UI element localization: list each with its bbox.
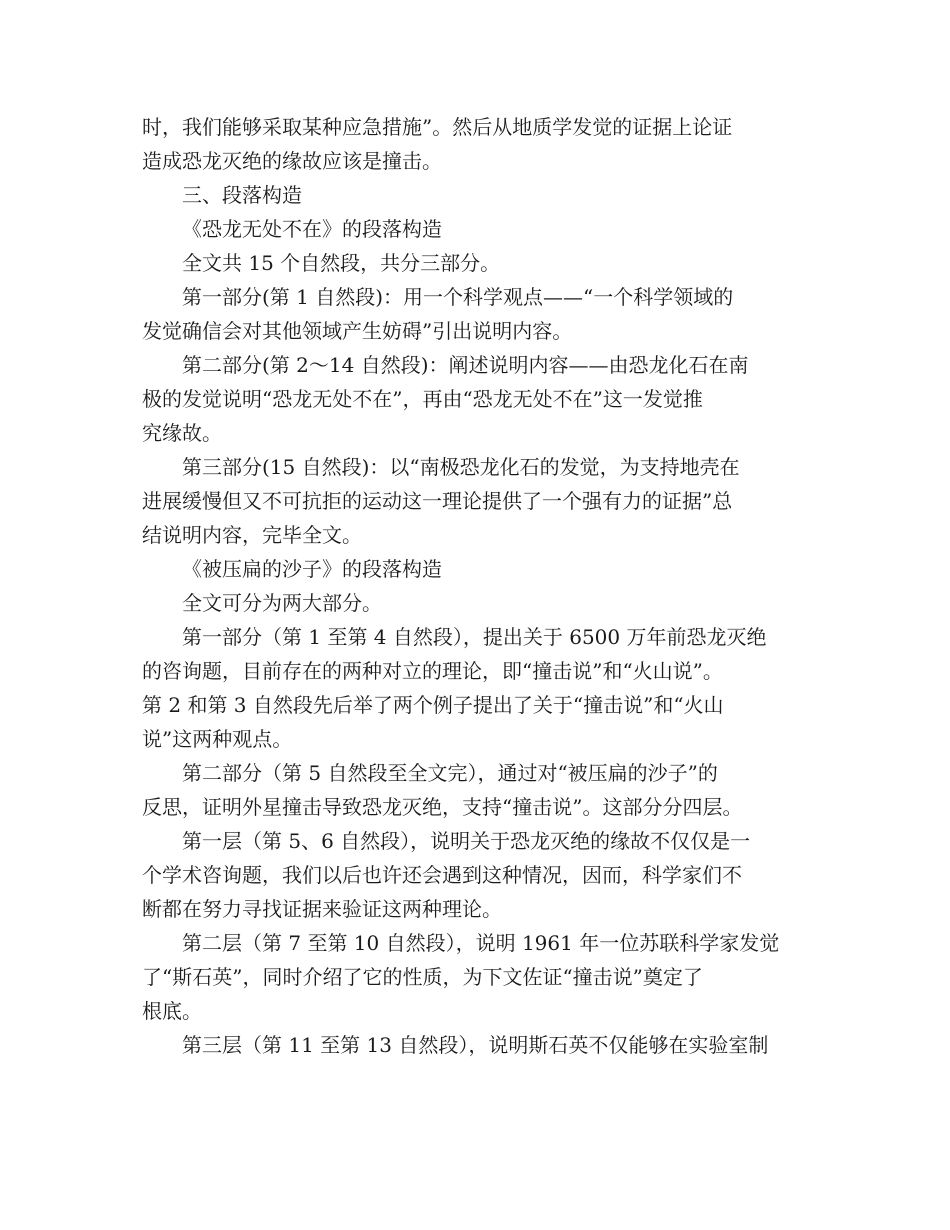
text-line: 第一部分（第 1 至第 4 自然段），提出关于 6500 万年前恐龙灭绝: [182, 625, 767, 649]
paragraph: [142, 280, 806, 348]
text-line: 时，我们能够采取某种应急措施”。然后从地质学发觉的证据上论证: [142, 115, 733, 139]
text-line: 全文可分为两大部分。: [182, 591, 382, 615]
text-line: 第一层（第 5、6 自然段），说明关于恐龙灭绝的缘故不仅仅是一: [182, 829, 751, 853]
paragraph: [142, 348, 806, 450]
paragraph: [142, 824, 806, 926]
text-line: 《被压扁的沙子》的段落构造: [182, 557, 442, 581]
text-line: 第二层（第 7 至第 10 自然段），说明 1961 年一位苏联科学家发觉: [182, 931, 780, 955]
text-line: 第三部分(15 自然段)：以“南极恐龙化石的发觉，为支持地壳在: [182, 455, 740, 479]
text-line: 了“斯石英”，同时介绍了它的性质，为下文佐证“撞击说”奠定了: [142, 965, 703, 989]
text-line: 极的发觉说明“恐龙无处不在”，再由“恐龙无处不在”这一发觉推: [142, 387, 703, 411]
text-line: 根底。: [142, 999, 202, 1023]
paragraph: [142, 586, 806, 620]
text-line: 反思，证明外星撞击导致恐龙灭绝，支持“撞击说”。这部分分四层。: [142, 795, 743, 819]
text-line: 第 2 和第 3 自然段先后举了两个例子提出了关于“撞击说”和“火山: [142, 693, 724, 717]
text-line: 三、段落构造: [182, 183, 302, 207]
paragraph: [142, 110, 806, 178]
paragraph: [142, 552, 806, 586]
text-line: 个学术咨询题，我们以后也许还会遇到这种情况，因而，科学家们不: [142, 863, 742, 887]
text-line: 全文共 15 个自然段，共分三部分。: [182, 251, 501, 275]
paragraph: [142, 756, 806, 824]
text-line: 的咨询题，目前存在的两种对立的理论，即“撞击说”和“火山说”。: [142, 659, 723, 683]
paragraph: [142, 178, 806, 212]
text-line: 结说明内容，完毕全文。: [142, 523, 362, 547]
paragraph: [142, 212, 806, 246]
text-line: 断都在努力寻找证据来验证这两种理论。: [142, 897, 502, 921]
text-line: 究缘故。: [142, 421, 222, 445]
document-page: [142, 110, 806, 1062]
paragraph: [142, 620, 806, 756]
text-line: 说”这两种观点。: [142, 727, 293, 751]
text-line: 进展缓慢但又不可抗拒的运动这一理论提供了一个强有力的证据”总: [142, 489, 733, 513]
text-line: 第二部分（第 5 自然段至全文完），通过对“被压扁的沙子”的: [182, 761, 718, 785]
paragraph: [142, 926, 806, 1028]
text-line: 第一部分(第 1 自然段)：用一个科学观点——“一个科学领域的: [182, 285, 734, 309]
paragraph: [142, 450, 806, 552]
text-line: 发觉确信会对其他领域产生妨碍”引出说明内容。: [142, 319, 573, 343]
text-line: 《恐龙无处不在》的段落构造: [182, 217, 442, 241]
text-line: 造成恐龙灭绝的缘故应该是撞击。: [142, 149, 442, 173]
text-line: 第二部分(第 2～14 自然段)：阐述说明内容——由恐龙化石在南: [182, 353, 749, 377]
paragraph: [142, 246, 806, 280]
paragraph: [142, 1028, 806, 1062]
text-line: 第三层（第 11 至第 13 自然段），说明斯石英不仅能够在实验室制: [182, 1033, 769, 1057]
